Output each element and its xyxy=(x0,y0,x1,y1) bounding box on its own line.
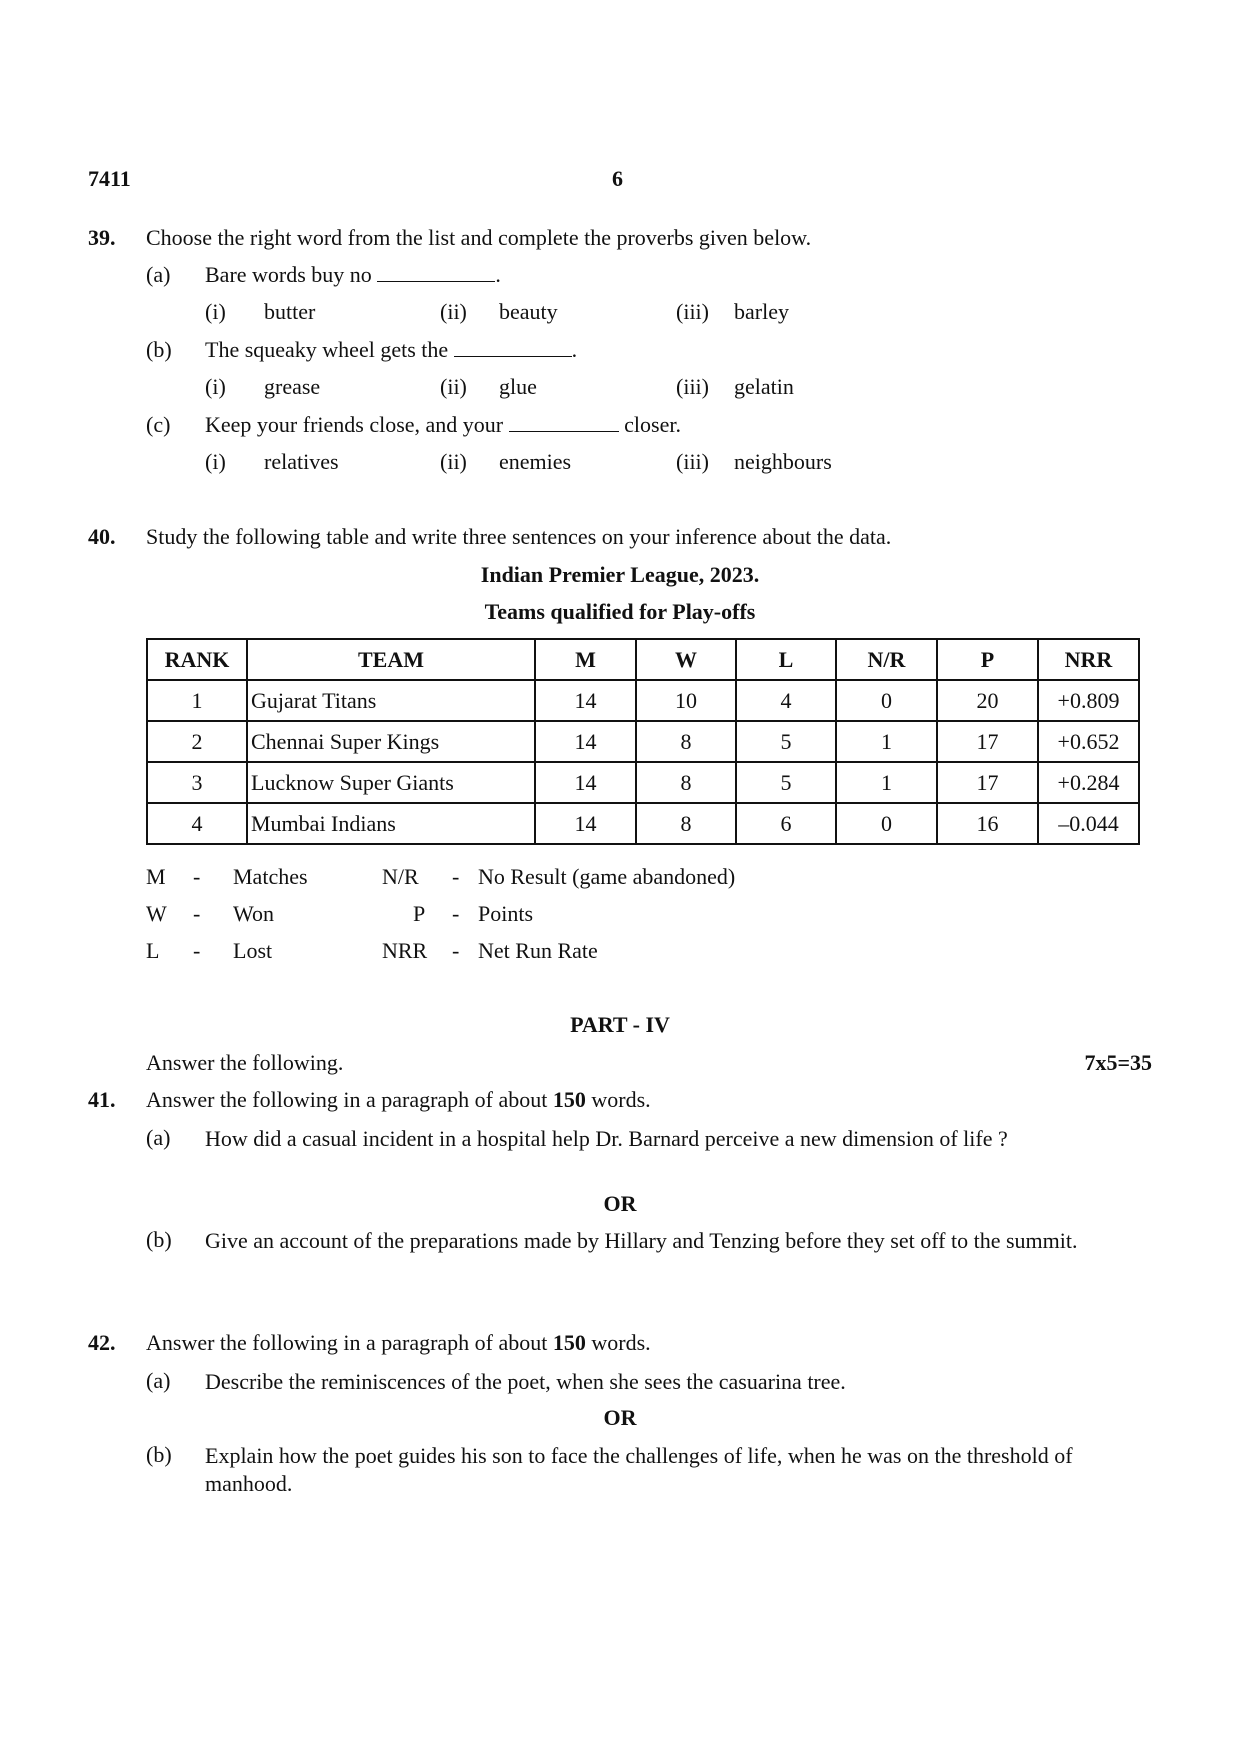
table-cell: 10 xyxy=(636,680,736,721)
table-cell: Gujarat Titans xyxy=(247,680,535,721)
question-option-b: Give an account of the preparations made by Hillary and Tenzing before they set off to the summit. xyxy=(205,1228,1078,1253)
item-label: (a) xyxy=(146,1368,171,1393)
column-header: TEAM xyxy=(247,639,535,680)
part-heading: PART - IV xyxy=(570,1012,670,1037)
table-cell: 3 xyxy=(147,762,247,803)
fill-blank xyxy=(454,338,572,357)
table-cell: +0.809 xyxy=(1038,680,1139,721)
table-cell: 1 xyxy=(836,721,937,762)
question-text-end: words. xyxy=(591,1087,651,1112)
proverb-b xyxy=(205,337,577,363)
table-row xyxy=(147,680,1139,721)
item-label: (b) xyxy=(146,1227,172,1252)
proverb-end: closer. xyxy=(624,412,681,437)
table-cell: 1 xyxy=(836,762,937,803)
question-number: 39. xyxy=(88,225,116,250)
legend-dash: - xyxy=(452,864,460,889)
table-cell: –0.044 xyxy=(1038,803,1139,844)
legend-meaning: Net Run Rate xyxy=(478,938,598,963)
page-number: 6 xyxy=(612,166,623,191)
column-header: N/R xyxy=(836,639,937,680)
proverb-end: . xyxy=(571,337,578,362)
legend-meaning: Matches xyxy=(233,864,308,889)
table-cell: +0.284 xyxy=(1038,762,1139,803)
fill-blank xyxy=(509,413,619,432)
question-text-start: Answer the following in a paragraph of about xyxy=(146,1087,548,1112)
table-cell: 8 xyxy=(636,721,736,762)
table-cell: 5 xyxy=(736,721,836,762)
question-text: Study the following table and write three sentences on your inference about the data. xyxy=(146,524,892,549)
table-title: Indian Premier League, 2023. xyxy=(480,562,760,587)
column-header: RANK xyxy=(147,639,247,680)
table-cell: 16 xyxy=(937,803,1038,844)
proverb-a xyxy=(205,262,501,288)
option-text: barley xyxy=(734,299,789,324)
table-cell: +0.652 xyxy=(1038,721,1139,762)
legend-abbr: W xyxy=(146,901,167,926)
table-row xyxy=(147,762,1139,803)
table-cell: 14 xyxy=(535,762,636,803)
option-num: (i) xyxy=(205,449,226,474)
legend-abbr: NRR xyxy=(382,938,428,963)
standings-table xyxy=(146,638,1140,845)
column-header: NRR xyxy=(1038,639,1139,680)
table-cell: Lucknow Super Giants xyxy=(247,762,535,803)
fill-blank xyxy=(377,263,495,282)
option-num: (iii) xyxy=(676,449,709,474)
column-header: P xyxy=(937,639,1038,680)
option-text: beauty xyxy=(499,299,558,324)
legend-abbr: N/R xyxy=(382,864,419,889)
legend-dash: - xyxy=(193,938,201,963)
table-cell: 14 xyxy=(535,680,636,721)
legend-dash: - xyxy=(193,901,201,926)
table-cell: 17 xyxy=(937,721,1038,762)
table-cell: 5 xyxy=(736,762,836,803)
table-cell: 4 xyxy=(147,803,247,844)
legend-meaning: Won xyxy=(233,901,275,926)
table-cell: Mumbai Indians xyxy=(247,803,535,844)
question-text-end: words. xyxy=(591,1330,651,1355)
word-count: 150 xyxy=(552,1087,586,1112)
option-text: relatives xyxy=(264,449,339,474)
legend-abbr: P xyxy=(413,901,426,926)
option-num: (iii) xyxy=(676,374,709,399)
proverb-text: Bare words buy no xyxy=(205,262,372,287)
question-option-a: Describe the reminiscences of the poet, when she sees the casuarina tree. xyxy=(205,1369,846,1394)
column-header: W xyxy=(636,639,736,680)
table-cell: 2 xyxy=(147,721,247,762)
table-row xyxy=(147,721,1139,762)
legend-dash: - xyxy=(193,864,201,889)
legend-abbr: M xyxy=(146,864,166,889)
table-cell: 0 xyxy=(836,803,937,844)
table-header-row xyxy=(147,639,1139,680)
proverb-end: . xyxy=(495,262,501,287)
question-text xyxy=(146,1330,651,1356)
option-text: neighbours xyxy=(734,449,832,474)
option-num: (i) xyxy=(205,374,226,399)
question-text: Choose the right word from the list and complete the proverbs given below. xyxy=(146,225,812,250)
item-label: (a) xyxy=(146,262,171,287)
table-cell: 8 xyxy=(636,762,736,803)
option-num: (ii) xyxy=(440,374,467,399)
option-text: enemies xyxy=(499,449,572,474)
proverb-c xyxy=(205,412,681,438)
legend-dash: - xyxy=(452,938,460,963)
part-instruction: Answer the following. xyxy=(146,1050,344,1075)
question-number: 40. xyxy=(88,524,116,549)
legend-abbr: L xyxy=(146,938,160,963)
paper-code: 7411 xyxy=(88,166,131,191)
option-text: glue xyxy=(499,374,537,399)
question-text xyxy=(146,1087,651,1113)
table-subtitle: Teams qualified for Play-offs xyxy=(484,599,756,624)
table-row xyxy=(147,803,1139,844)
table-cell: 17 xyxy=(937,762,1038,803)
table-cell: Chennai Super Kings xyxy=(247,721,535,762)
table-cell: 6 xyxy=(736,803,836,844)
table-cell: 1 xyxy=(147,680,247,721)
option-text: gelatin xyxy=(734,374,794,399)
question-number: 42. xyxy=(88,1330,116,1355)
option-num: (iii) xyxy=(676,299,709,324)
marks-scheme: 7x5=35 xyxy=(1084,1050,1152,1075)
option-num: (ii) xyxy=(440,449,467,474)
question-option-a: How did a casual incident in a hospital help Dr. Barnard perceive a new dimension of life ? xyxy=(205,1126,1008,1151)
proverb-text: The squeaky wheel gets the xyxy=(205,337,449,362)
table-cell: 4 xyxy=(736,680,836,721)
option-text: butter xyxy=(264,299,316,324)
legend-meaning: Lost xyxy=(233,938,273,963)
word-count: 150 xyxy=(552,1330,586,1355)
option-text: grease xyxy=(264,374,321,399)
legend-dash: - xyxy=(452,901,460,926)
table-cell: 0 xyxy=(836,680,937,721)
option-num: (ii) xyxy=(440,299,467,324)
item-label: (b) xyxy=(146,337,172,362)
item-label: (b) xyxy=(146,1442,172,1467)
or-separator: OR xyxy=(603,1405,637,1430)
question-text-start: Answer the following in a paragraph of about xyxy=(146,1330,548,1355)
option-num: (i) xyxy=(205,299,226,324)
question-option-b: Explain how the poet guides his son to face the challenges of life, when he was on the threshold of manhood. xyxy=(205,1443,1073,1496)
proverb-text: Keep your friends close, and your xyxy=(205,412,504,437)
column-header: L xyxy=(736,639,836,680)
table-cell: 8 xyxy=(636,803,736,844)
item-label: (a) xyxy=(146,1125,171,1150)
table-cell: 20 xyxy=(937,680,1038,721)
or-separator: OR xyxy=(603,1191,637,1216)
column-header: M xyxy=(535,639,636,680)
item-label: (c) xyxy=(146,412,171,437)
legend-meaning: No Result (game abandoned) xyxy=(478,864,736,889)
table-cell: 14 xyxy=(535,803,636,844)
question-number: 41. xyxy=(88,1087,116,1112)
table-cell: 14 xyxy=(535,721,636,762)
legend-meaning: Points xyxy=(478,901,534,926)
